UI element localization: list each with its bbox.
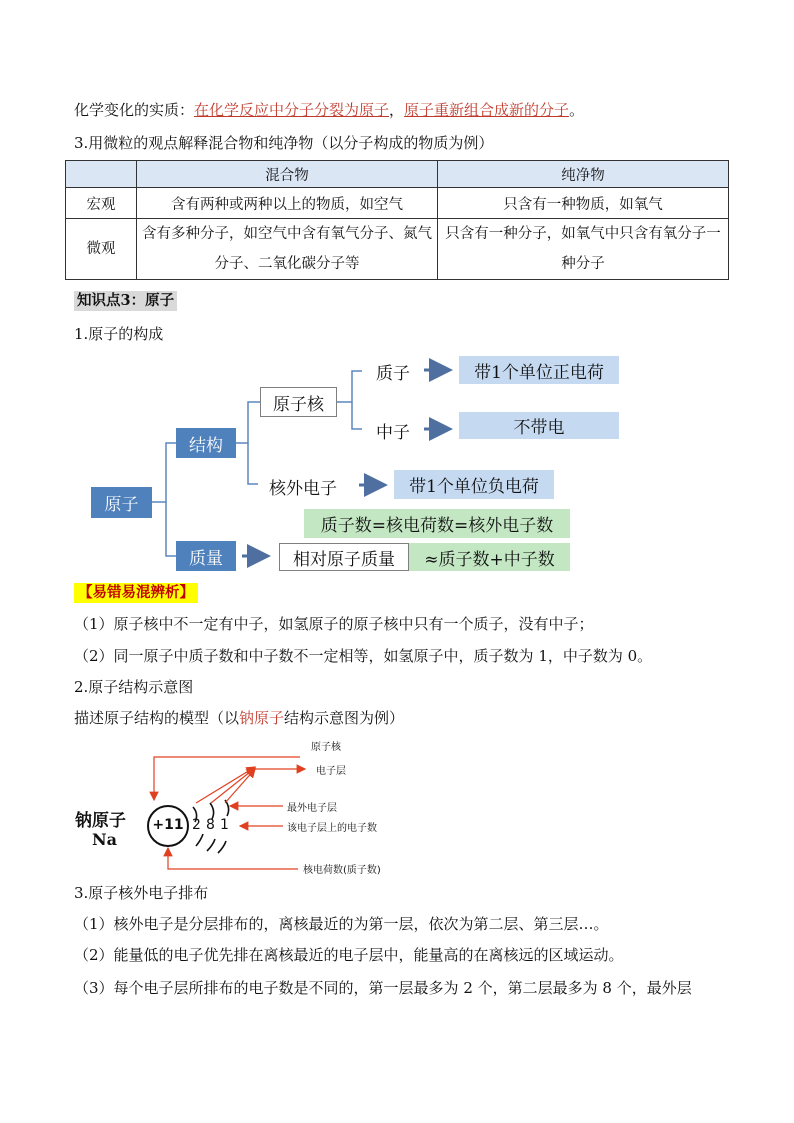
- arrangement-item: （2）能量低的电子优先排在离核最近的电子层中，能量高的在离核远的区域运动。: [74, 946, 624, 964]
- electron-charge-box: 带1个单位负电荷: [394, 470, 554, 499]
- proton-charge-box: 带1个单位正电荷: [459, 356, 619, 384]
- table-cell-pure: 只含有一种物质，如氧气: [438, 188, 729, 219]
- connector-line: [166, 502, 176, 556]
- nucleus-charge: +11: [152, 817, 184, 833]
- table-row-label: 宏观: [66, 188, 137, 219]
- sodium-name: 钠原子: [75, 811, 126, 831]
- arrangement-item: （1）核外电子是分层排布的，离核最近的为第一层，依次为第二层、第三层…。: [74, 915, 609, 933]
- table-header-pure: 纯净物: [438, 161, 729, 188]
- mass-formula-box: ≈质子数+中子数: [409, 543, 570, 571]
- schema-desc-prefix: 描述原子结构的模型（以: [74, 709, 240, 727]
- intro-end: 。: [569, 101, 585, 119]
- label-nuclear-charge: 核电荷数(质子数): [303, 865, 381, 876]
- table-header-mixture: 混合物: [137, 161, 438, 188]
- label-outer-shell: 最外电子层: [287, 803, 337, 814]
- error-item: （2）同一原子中质子数和中子数不一定相等，如氢原子中，质子数为 1，中子数为 0。: [74, 647, 653, 665]
- structure-box: 结构: [176, 428, 236, 458]
- arrow-nucleus-label: [154, 757, 300, 800]
- knowledge-point-heading: 知识点3：原子: [74, 291, 177, 311]
- arrow-charge-label: [168, 848, 298, 869]
- table-cell-mixture: 含有多种分子，如空气中含有氧气分子、氮气分子、二氧化碳分子等: [137, 219, 438, 280]
- connector-line: [236, 402, 260, 443]
- label-electron-count: 该电子层上的电子数: [287, 823, 377, 834]
- connector-line: [152, 443, 176, 502]
- shell-count: 8: [206, 817, 215, 833]
- intro-sep: ，: [389, 101, 405, 119]
- neutron-label: 中子: [376, 423, 410, 443]
- nucleus-box: 原子核: [260, 387, 337, 417]
- table-row-label: 微观: [66, 219, 137, 280]
- proton-label: 质子: [376, 364, 410, 384]
- label-nucleus: 原子核: [311, 742, 341, 753]
- sodium-symbol: Na: [92, 830, 117, 849]
- intro-prefix: 化学变化的实质：: [74, 101, 195, 119]
- table-cell-mixture: 含有两种或两种以上的物质，如空气: [137, 188, 438, 219]
- section3-title: 3.用微粒的观点解释混合物和纯净物（以分子构成的物质为例）: [74, 134, 494, 152]
- atom-structure-title: 1.原子的构成: [74, 325, 164, 343]
- arrangement-title: 3.原子核外电子排布: [74, 884, 209, 902]
- schema-desc: [74, 708, 404, 728]
- arrangement-item: （3）每个电子层所排布的电子数是不同的，第一层最多为 2 个，第二层最多为 8 个，最外层: [74, 979, 692, 997]
- schema-desc-suffix: 结构示意图为例）: [284, 709, 405, 727]
- label-shell: 电子层: [316, 766, 346, 777]
- mass-box: 质量: [176, 541, 236, 571]
- shell-count: 2: [192, 817, 201, 833]
- neutron-charge-box: 不带电: [459, 412, 619, 439]
- atom-box: 原子: [91, 487, 152, 518]
- connector-line: [352, 402, 362, 429]
- connector-line: [337, 371, 362, 402]
- shell-count: 1: [220, 817, 229, 833]
- table-cell-pure: 只含有一种分子，如氧气中只含有氧分子一种分子: [438, 219, 729, 280]
- error-prone-heading: 【易错易混辨析】: [74, 583, 198, 603]
- schema-desc-highlight: 钠原子: [239, 709, 285, 727]
- electron-label: 核外电子: [269, 479, 337, 499]
- connector-line: [248, 443, 258, 484]
- schema-title: 2.原子结构示意图: [74, 678, 194, 696]
- error-item: （1）原子核中不一定有中子，如氢原子的原子核中只有一个质子，没有中子；: [74, 615, 594, 633]
- intro-part1: 在化学反应中分子分裂为原子: [194, 101, 390, 119]
- equality-box: 质子数=核电荷数=核外电子数: [304, 509, 570, 538]
- relative-mass-box: 相对原子质量: [279, 543, 409, 571]
- intro-part2: 原子重新组合成新的分子: [404, 101, 570, 119]
